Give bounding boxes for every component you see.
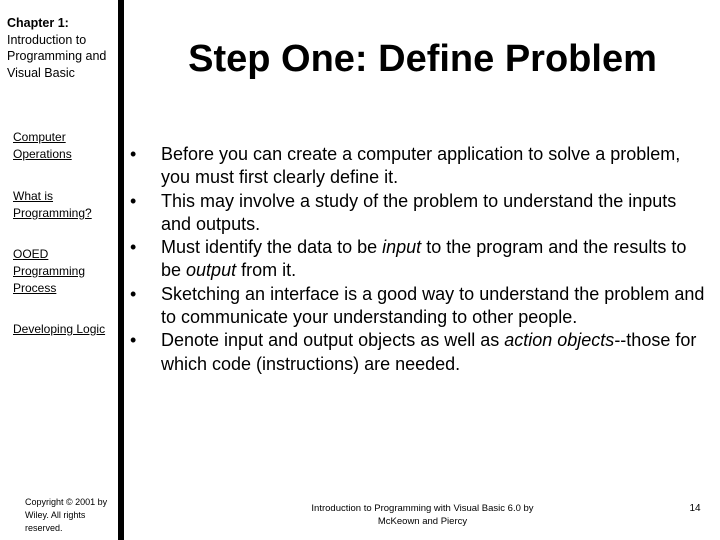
copyright-notice: Copyright © 2001 by Wiley. All rights reserved. (25, 497, 108, 533)
bullet-item (130, 143, 710, 190)
nav-link-computer-operations[interactable]: Computer Operations (13, 130, 72, 161)
bullet-item (130, 190, 710, 237)
bullet-marker: • (130, 190, 137, 211)
nav-link-developing-logic[interactable]: Developing Logic (13, 322, 106, 336)
bullet-marker: • (130, 283, 137, 304)
chapter-heading (7, 15, 115, 81)
bullet-item (130, 283, 710, 330)
bullet-text: Before you can create a computer application to solve a problem, you must first clearly define it. (161, 144, 681, 188)
emphasis-output: output (186, 260, 237, 281)
nav-link-ooed-programming-process[interactable]: OOED Programming Process (13, 247, 86, 295)
bullet-text: Denote input and output objects as well as (161, 330, 505, 351)
slide-title: Step One: Define Problem (188, 38, 657, 80)
bullet-list (130, 143, 710, 376)
nav-link-what-is-programming[interactable]: What is Programming? (13, 189, 92, 220)
bullet-item (130, 329, 710, 376)
bullet-item (130, 236, 710, 283)
bullet-marker: • (130, 237, 137, 258)
bullet-text: This may involve a study of the problem to understand the inputs and outputs. (161, 190, 677, 234)
emphasis-input: input (382, 237, 422, 258)
bullet-text: Sketching an interface is a good way to understand the problem and to communicate your understanding to other people. (161, 283, 705, 328)
sidebar-divider (118, 0, 124, 540)
bullet-text: Must identify the data to be (161, 237, 383, 258)
footer-book-credit: Introduction to Programming with Visual Basic 6.0 by McKeown and Piercy (311, 503, 534, 527)
page-number: 14 (689, 503, 701, 514)
bullet-marker: • (130, 330, 137, 351)
bullet-text: from it. (236, 260, 297, 281)
bullet-text: --those for which code (instructions) are needed. (161, 330, 697, 374)
emphasis-action-objects: action objects (504, 330, 615, 351)
bullet-text: to the program and the results to be (161, 237, 687, 281)
sidebar (0, 0, 118, 540)
bullet-marker: • (130, 144, 137, 164)
chapter-title: Introduction to Programming and Visual Basic (7, 32, 107, 80)
chapter-number: Chapter 1: (7, 16, 69, 30)
